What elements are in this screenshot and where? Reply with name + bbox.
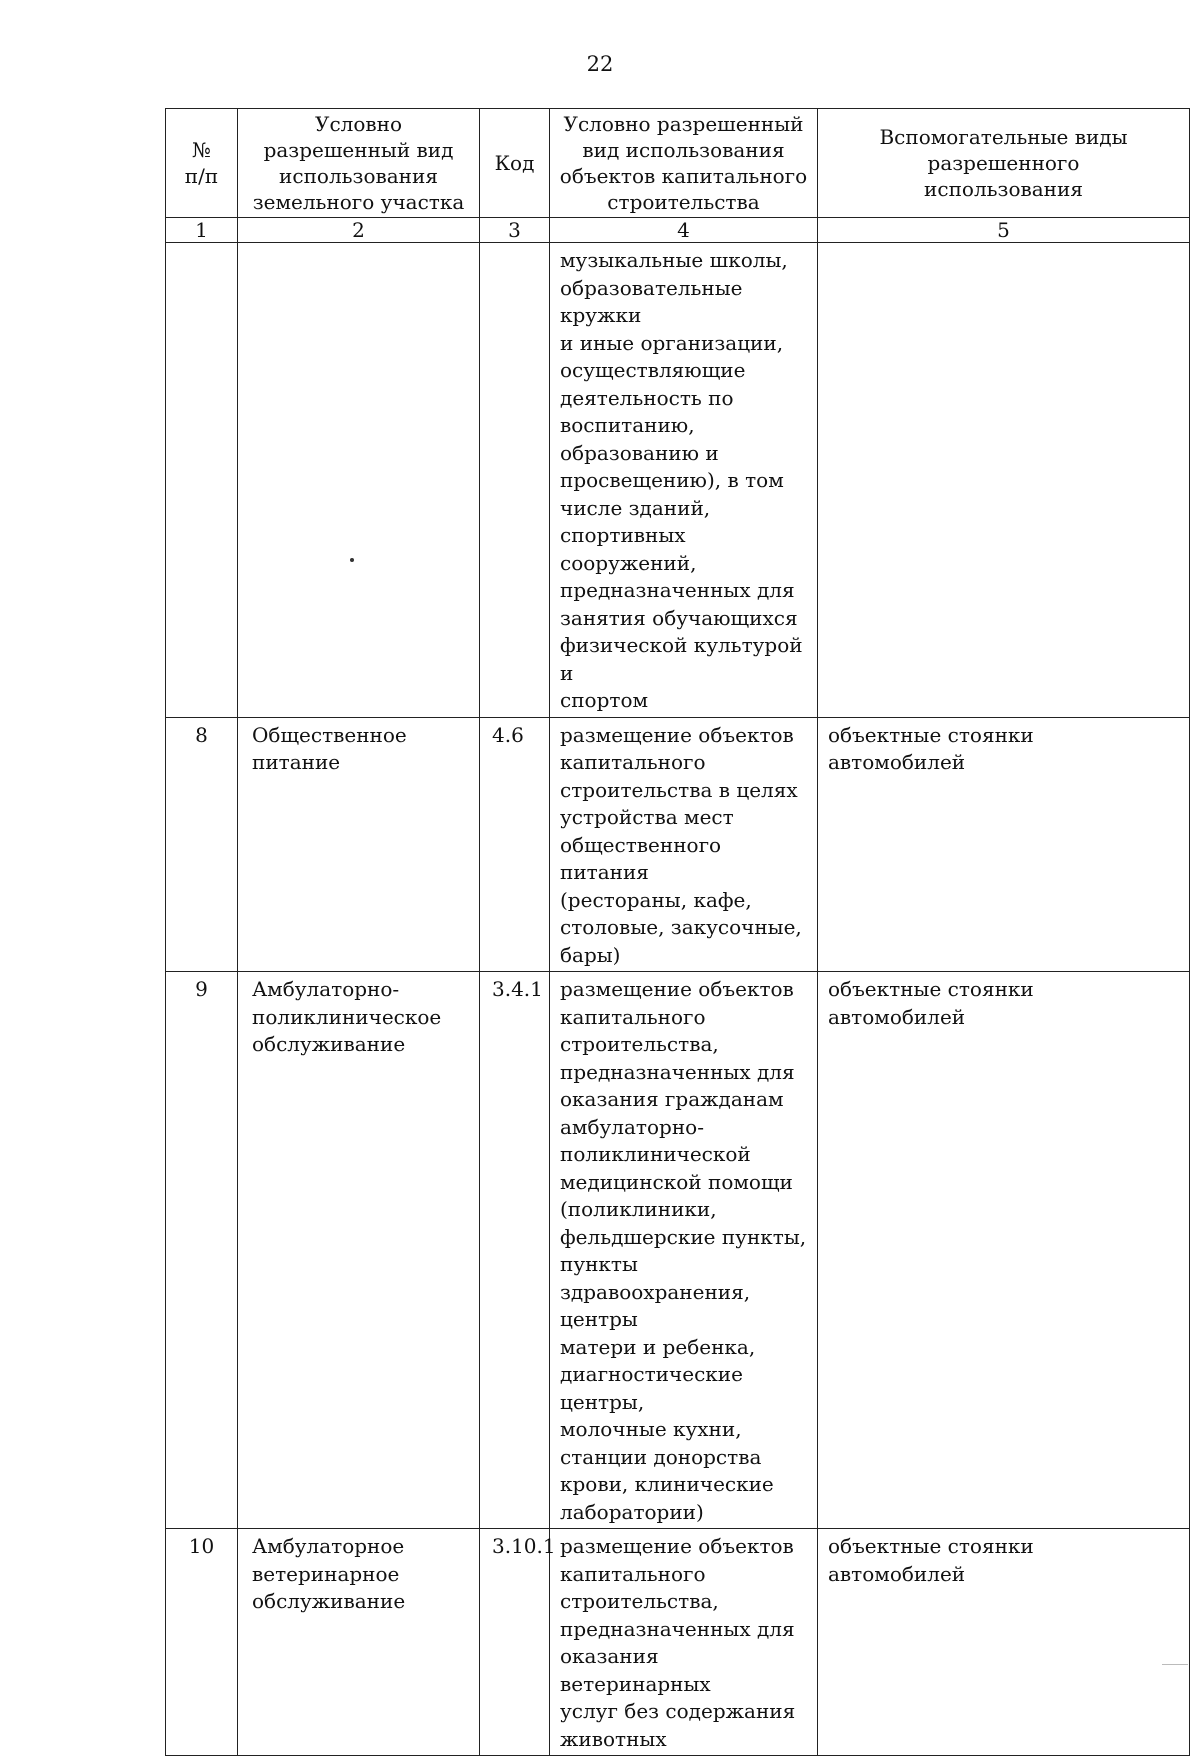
row-code: 3.10.1: [480, 1529, 550, 1756]
column-number: 2: [238, 218, 480, 243]
table-row: [166, 717, 1190, 972]
row-number: 9: [166, 972, 238, 1529]
row-code: [480, 243, 550, 718]
column-number: 1: [166, 218, 238, 243]
header-capital-use: Условно разрешенный вид использования объектов капитального строительства: [550, 109, 818, 218]
row-capital-use: размещение объектов капитального строительства, предназначенных для оказания гражданам амбулаторно- поликлинической медицинской помощи (поликлиники, фельдшерские пункты, пункты здравоохранения, центры матери и ребенка, диагностические центры, молочные кухни, станции донорства крови, клинические лаборатории): [550, 972, 818, 1529]
row-number: 8: [166, 717, 238, 972]
table-row: [166, 1529, 1190, 1756]
header-code: Код: [480, 109, 550, 218]
column-number: 5: [818, 218, 1190, 243]
row-auxiliary: объектные стоянки автомобилей: [818, 1529, 1190, 1756]
row-capital-use: музыкальные школы, образовательные кружки и иные организации, осуществляющие деятельность по воспитанию, образованию и просвещению), в том числе зданий, спортивных сооружений, предназначенных для занятия обучающихся физической культурой и спортом: [550, 243, 818, 718]
row-auxiliary: [818, 243, 1190, 718]
row-number: 10: [166, 1529, 238, 1756]
margin-mark: [1162, 1664, 1188, 1665]
header-number: № п/п: [166, 109, 238, 218]
column-number: 3: [480, 218, 550, 243]
row-land-use: [238, 243, 480, 718]
header-land-use: Условно разрешенный вид использования земельного участка: [238, 109, 480, 218]
row-number: [166, 243, 238, 718]
row-auxiliary: объектные стоянки автомобилей: [818, 972, 1190, 1529]
scan-speck: [350, 558, 354, 562]
land-use-table: [165, 108, 1190, 1756]
row-auxiliary: объектные стоянки автомобилей: [818, 717, 1190, 972]
table-row: [166, 972, 1190, 1529]
row-land-use: Амбулаторно- поликлиническое обслуживание: [238, 972, 480, 1529]
header-auxiliary: Вспомогательные виды разрешенного использования: [818, 109, 1190, 218]
row-code: 4.6: [480, 717, 550, 972]
row-capital-use: размещение объектов капитального строительства, предназначенных для оказания ветеринарных услуг без содержания животных: [550, 1529, 818, 1756]
table-header-row: [166, 109, 1190, 218]
row-land-use: Амбулаторное ветеринарное обслуживание: [238, 1529, 480, 1756]
row-capital-use: размещение объектов капитального строительства в целях устройства мест общественного питания (рестораны, кафе, столовые, закусочные, бары): [550, 717, 818, 972]
table-row: [166, 243, 1190, 718]
row-code: 3.4.1: [480, 972, 550, 1529]
column-number: 4: [550, 218, 818, 243]
page-number: 22: [586, 52, 614, 76]
column-number-row: [166, 218, 1190, 243]
row-land-use: Общественное питание: [238, 717, 480, 972]
